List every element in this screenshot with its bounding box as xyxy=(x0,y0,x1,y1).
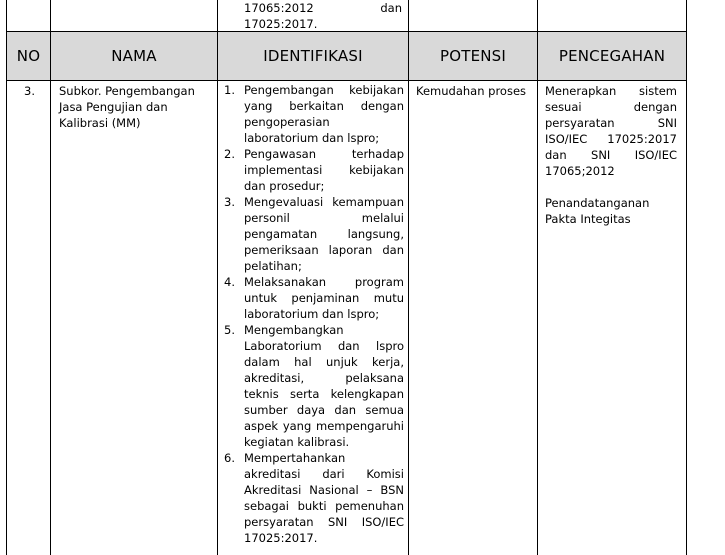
list-text: Mempertahankan akreditasi dari Komisi Akreditasi Nasional – BSN sebagai bukti pemenuhan persyaratan SNI ISO/IEC 17025:2017. xyxy=(244,451,404,545)
identifikasi-list xyxy=(218,82,404,546)
header-pencegahan: PENCEGAHAN xyxy=(558,47,666,65)
list-number: 1. xyxy=(224,83,235,97)
list-number: 3. xyxy=(224,195,235,209)
column-divider xyxy=(217,0,218,555)
list-item xyxy=(218,322,404,450)
previous-row-text: 17065:2012 xyxy=(244,1,314,15)
list-number: 4. xyxy=(224,275,235,289)
list-number: 5. xyxy=(224,323,235,337)
list-number: 2. xyxy=(224,147,235,161)
row-number: 3. xyxy=(24,84,35,98)
list-item xyxy=(218,194,404,274)
row-potensi: Kemudahan proses xyxy=(416,84,527,98)
list-text: Mengevaluasi kemampuan personil melalui pengamatan langsung, pemeriksaan laporan dan pelatihan; xyxy=(244,195,404,273)
list-text: Melaksanakan program untuk penjaminan mutu laboratorium dan lspro; xyxy=(244,275,404,321)
column-divider xyxy=(50,0,51,555)
row-pencegahan-2: Penandatanganan Pakta Integitas xyxy=(545,196,650,226)
table-border-header-bottom xyxy=(6,80,687,81)
column-divider xyxy=(537,0,538,555)
list-item xyxy=(218,274,404,322)
list-item xyxy=(218,82,404,146)
previous-row-text: dan xyxy=(380,1,402,15)
row-pencegahan-1: Menerapkan sistem sesuai dengan persyaratan SNI ISO/IEC 17025:2017 dan SNI ISO/IEC 17065;2012 xyxy=(545,84,677,178)
table-border-top xyxy=(6,31,687,32)
previous-row-line-2: 17025:2017. xyxy=(244,17,318,31)
list-item xyxy=(218,146,404,194)
header-potensi: POTENSI xyxy=(439,47,507,65)
row-nama: Subkor. Pengembangan Jasa Pengujian dan Kalibrasi (MM) xyxy=(59,84,195,130)
list-text: Pengembangan kebijakan yang berkaitan dengan pengoperasian laboratorium dan lspro; xyxy=(244,83,404,145)
header-identifikasi: IDENTIFIKASI xyxy=(263,47,363,65)
list-item xyxy=(218,450,404,546)
column-divider xyxy=(408,0,409,555)
list-text: Mengembangkan Laboratorium dan lspro dalam hal unjuk kerja, akreditasi, pelaksana teknis serta kelengkapan sumber daya dan semua aspek yang mempengaruhi kegiatan kalibrasi. xyxy=(244,323,404,449)
header-nama: NAMA xyxy=(111,47,157,65)
previous-row-line-1 xyxy=(244,0,402,16)
header-no: NO xyxy=(16,47,41,65)
list-number: 6. xyxy=(224,451,235,465)
table-border-left xyxy=(6,0,7,555)
list-text: Pengawasan terhadap implementasi kebijakan dan prosedur; xyxy=(244,147,404,193)
table-border-right xyxy=(686,0,687,555)
